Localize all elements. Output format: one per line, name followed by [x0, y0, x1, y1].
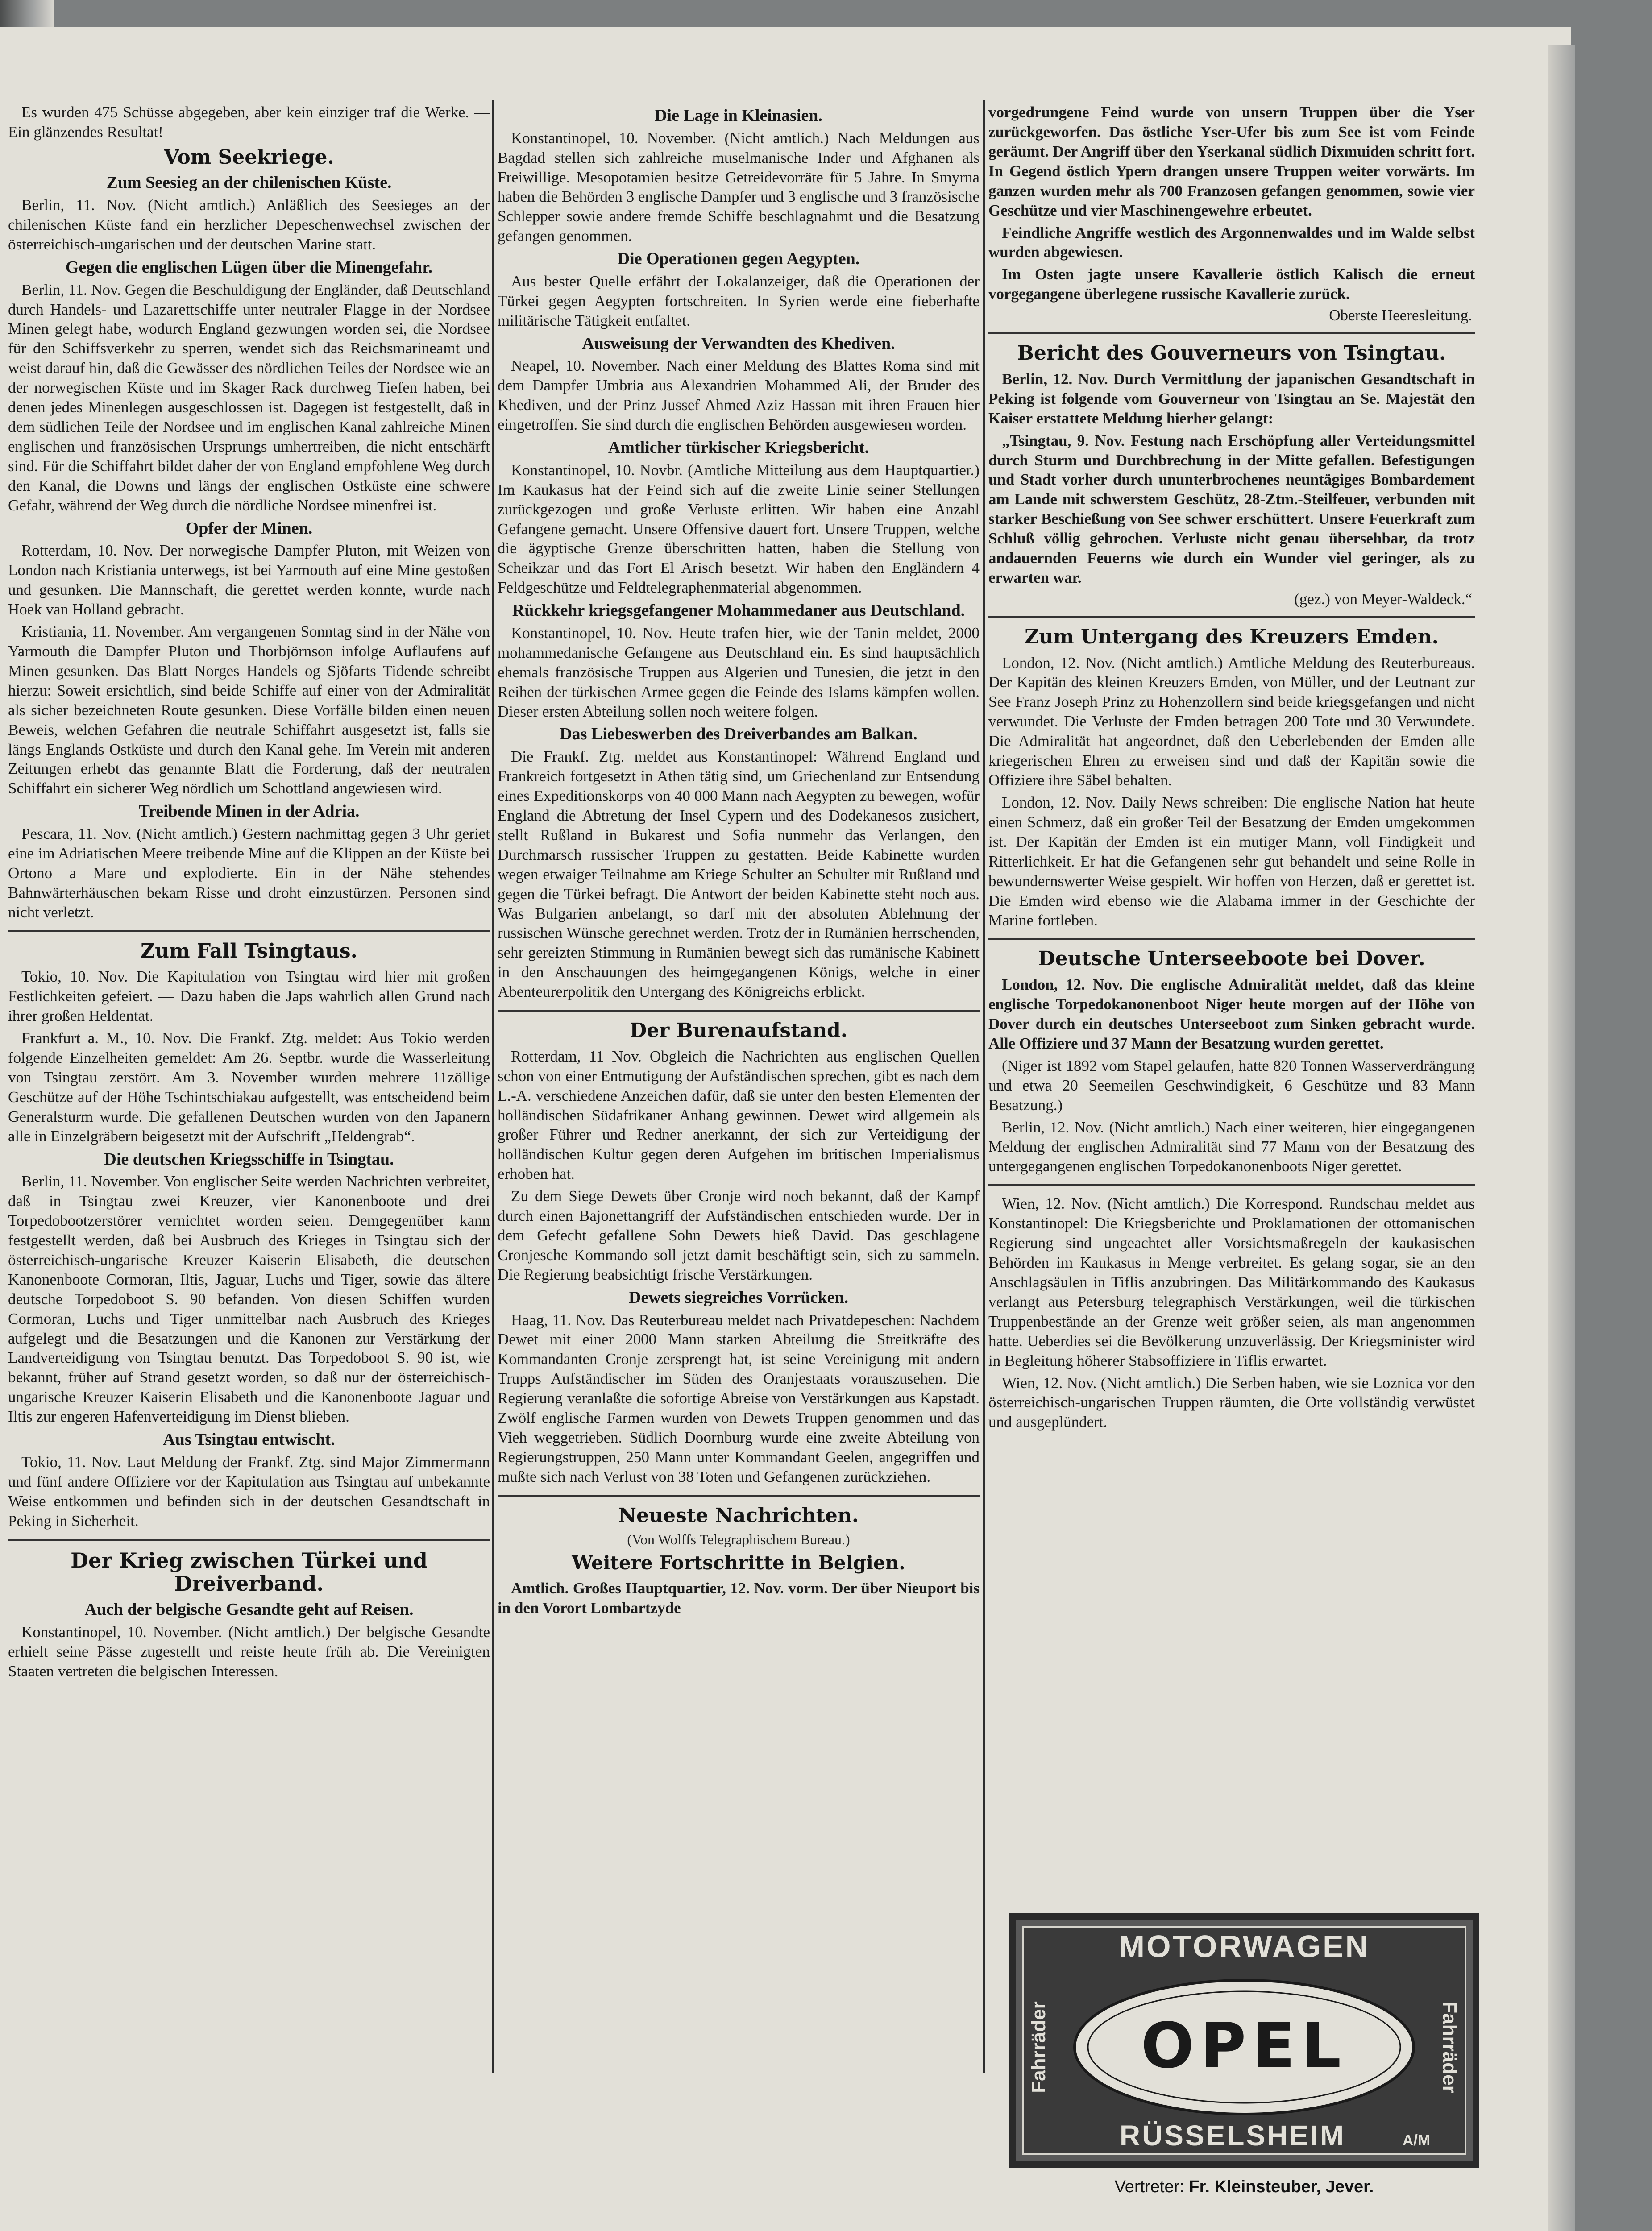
section-title-buren: Der Burenaufstand.	[629, 1019, 848, 1042]
article-text: London, 12. Nov. (Nicht amtlich.) Amtliche Meldung des Reuterbureaus. Der Kapitän des kleinen Kreuzers Emden, von Müller, und der Leutnant zur See Franz Joseph Prinz zu Hohenzollern sind beide kriegsgefangen und nicht verwundet. Die Verluste der Emden betragen 200 Tote und 30 Verwundete. Die Admiralität hat angeordnet, daß den Ueberlebenden der Emden alle kriegerischen Ehren zu erweisen sind und daß der Kapitän sowie die Offiziere ihre Säbel behalten.	[988, 654, 1475, 789]
page-edge-shadow	[1548, 45, 1575, 2231]
article-text: Konstantinopel, 10. November. (Nicht amtlich.) Nach Meldungen aus Bagdad stellen sich zahlreiche muselmanische Inder und Afghanen als Freiwillige. Mesopotamien besitze Getreidevorräte für 5 Jahre. In Smyrna haben die Behörden 3 englische Dampfer und 3 englische und 3 französische Schlepper sowie andere fremde Schiffe beschlagnahmt und die Besatzung gefangen genommen.	[498, 129, 980, 245]
section-title-seekrieg: Vom Seekriege.	[164, 145, 334, 169]
column-2	[498, 103, 980, 1621]
ad-opel-brand: OPEL	[1141, 2010, 1348, 2082]
subhead-dewet: Dewets siegreiches Vorrücken.	[628, 1288, 849, 1307]
article-text: Rotterdam, 11 Nov. Obgleich die Nachrichten aus englischen Quellen schon von einer Entmutigung der Aufständischen sprechen, gibt es nach dem L.-A. verschiedene Anzeichen dafür, daß sie unter den besten Elementen der holländischen Südafrikaner Anhang gewinnen. Dewet wird allgemein als großer Führer und Redner anerkannt, der sich zur Verteidigung der holländischen Kultur gegen deren Aufgehen im britischen Imperialismus erhoben hat.	[498, 1047, 980, 1183]
subhead-khedive: Ausweisung der Verwandten des Khediven.	[582, 334, 895, 353]
column-3	[988, 103, 1475, 1905]
article-text: (Niger ist 1892 vom Stapel gelaufen, hatte 820 Tonnen Wasserverdrängung und etwa 20 Seemeilen Geschwindigkeit, 6 Geschütze und 83 Mann Besatzung.)	[988, 1057, 1475, 1114]
section-title-emden: Zum Untergang des Kreuzers Emden.	[1025, 625, 1439, 648]
column-rule-2	[983, 100, 985, 2073]
subhead-rueckkehr: Rückkehr kriegsgefangener Mohammedaner aus Deutschland.	[512, 601, 965, 620]
article-text: Berlin, 11. Nov. (Nicht amtlich.) Anläßlich des Seesieges an der chilenischen Küste fand ein herzlicher Depeschenwechsel zwischen der österreichisch-ungarischen und der deutschen Marine statt.	[8, 196, 490, 253]
subhead-adria: Treibende Minen in der Adria.	[138, 802, 360, 821]
ad-am-suffix: A/M	[1402, 2132, 1431, 2149]
opel-ad-artwork	[1009, 1913, 1479, 2168]
article-text: Zu dem Siege Dewets über Cronje wird noch bekannt, daß der Kampf durch einen Bajonettangriff der Aufständischen entschieden wurde. Der in dem Gefecht gefallene Sohn Dewets hieß David. Das geschlagene Cronjesche Kommando soll jetzt damit beschäftigt sein, sich zu sammeln. Die Regierung beabsichtigt frische Verstärkungen.	[498, 1187, 980, 1283]
article-text: Kristiania, 11. November. Am vergangenen Sonntag sind in der Nähe von Yarmouth die Dampfer Pluton und Thorbjörnson infolge Auflaufens auf Minen gesunken. Das Blatt Norges Handels og Sjöfarts Tidende schreibt hierzu: Soweit ersichtlich, sind beide Schiffe auf einer von der Admiralität als sicher bezeichneten Route gesunken. Diese Vorfälle bilden einen neuen Beweis, welchen Gefahren die neutrale Schiffahrt ausgesetzt ist, falls sie längs Englands Ostküste und durch den Kanal gehe. Im Verein mit anderen Zeitungen erhebt das genannte Blatt die Forderung, daß der neutralen Schiffahrt ein sicherer Weg nördlich um Schottland angewiesen wird.	[8, 623, 490, 797]
subhead-belgischer-gesandter: Auch der belgische Gesandte geht auf Reisen.	[84, 1600, 414, 1619]
divider	[8, 930, 490, 932]
column-rule-1	[492, 100, 494, 2073]
article-text: Tokio, 11. Nov. Laut Meldung der Frankf. Ztg. sind Major Zimmermann und fünf andere Offiziere vor der Kapitulation aus Tsingtau auf unbekannte Weise entkommen und befinden sich in der deutschen Gesandtschaft in Peking in Sicherheit.	[8, 1453, 490, 1530]
subhead-kleinasien: Die Lage in Kleinasien.	[655, 106, 822, 125]
divider	[988, 938, 1475, 940]
article-text: „Tsingtau, 9. Nov. Festung nach Erschöpfung aller Verteidungsmittel durch Sturm und Durchbrechung in der Mitte gefallen. Befestigungen und Stadt vorher durch ununterbrochenes neuntägiges Bombardement am Lande mit schwerstem Geschütz, 28-Ztm.-Steilfeuer, verbunden mit starker Beschießung von See schwer erschüttert. Unsere Feuerkraft zum Schluß völlig gebrochen. Verluste nicht genau übersehbar, da trotz andauernden Feuerns wie durch ein Wunder viel geringer, als zu erwarten war.	[988, 431, 1475, 587]
article-text: Berlin, 12. Nov. (Nicht amtlich.) Nach einer weiteren, hier eingegangenen Meldung der englischen Admiralität sind 77 Mann von der Besatzung des untergegangenen englischen Torpedokanonenboots Niger gerettet.	[988, 1118, 1475, 1175]
article-text: Haag, 11. Nov. Das Reuterbureau meldet nach Privatdepeschen: Nachdem Dewet mit einer 2000 Mann starken Abteilung die Streitkräfte des Kommandanten Cronje zersprengt hat, ist seine Vereinigung mit andern Trupps Aufständischer im Süden des Oranjestaats vorauszusehen. Die Regierung veranlaßte die sofortige Abreise von Verstärkungen aus Kapstadt. Zwölf englische Farmen wurden von Dewets Truppen genommen und das Vieh weggetrieben. Südlich Doornburg wurde eine zweite Abteilung von Regierungstruppen, 250 Mann unter Kommandant Geelen, angegriffen und mußte sich nach Verlust von 38 Toten und Gefangenen zurückziehen.	[498, 1311, 980, 1485]
ad-ruesselsheim: RÜSSELSHEIM	[1119, 2119, 1346, 2152]
rep-name: Fr. Kleinsteuber, Jever.	[1189, 2177, 1374, 2196]
article-text: Amtlich. Großes Hauptquartier, 12. Nov. vorm. Der über Nieuport bis in den Vorort Lombartzyde	[498, 1579, 980, 1617]
article-text: Tokio, 10. Nov. Die Kapitulation von Tsingtau wird hier mit großen Festlichkeiten gefeiert. — Dazu haben die Japs wahrlich allen Grund nach ihrer großen Heldentat.	[8, 968, 490, 1025]
column-1	[8, 103, 490, 1684]
subhead-aegypten: Die Operationen gegen Aegypten.	[617, 249, 860, 269]
divider	[498, 1010, 980, 1012]
section-title-tsingtau: Zum Fall Tsingtaus.	[141, 939, 357, 962]
article-text: Berlin, 12. Nov. Durch Vermittlung der japanischen Gesandtschaft in Peking ist folgende vom Gouverneur von Tsingtau an Se. Majestät den Kaiser erstattete Meldung hierher gelangt:	[988, 370, 1475, 427]
section-title-neueste: Neueste Nachrichten.	[618, 1504, 859, 1527]
article-text: Wien, 12. Nov. (Nicht amtlich.) Die Serben haben, wie sie Loznica vor den österreichisch-ungarischen Truppen räumten, die Orte vollständig verwüstet und ausgeplündert.	[988, 1374, 1475, 1431]
signature-heeresleitung: Oberste Heeresleitung.	[1329, 307, 1472, 324]
subhead-kriegsbericht: Amtlicher türkischer Kriegsbericht.	[608, 438, 869, 457]
article-text: London, 12. Nov. Daily News schreiben: Die englische Nation hat heute einen Schmerz, daß ein großer Teil der Besatzung der Emden umgekommen ist. Der Kapitän der Emden ist ein mutiger Mann, voll Findigkeit und Ritterlichkeit. Er hat die Gefangenen sehr gut behandelt und seine Rolle in bewundernswerter Weise gespielt. Wir hoffen von Herzen, daß er gerettet ist. Die Emden wird ebenso wie die Alabama immer in der Geschichte der Marine fortleben.	[988, 794, 1475, 929]
article-text: Neapel, 10. November. Nach einer Meldung des Blattes Roma sind mit dem Dampfer Umbria aus Alexandrien Mohammed Ali, der Bruder des Khediven, und der Prinz Jussef Ahmed Aziz Hassan mit ihren Frauen hier eingetroffen. Sie sind durch die englischen Behörden ausgewiesen worden.	[498, 357, 980, 434]
article-text: Im Osten jagte unsere Kavallerie östlich Kalisch die erneut vorgegangene überlegene russische Kavallerie zurück.	[988, 265, 1475, 303]
subhead-balkan: Das Liebeswerben des Dreiverbandes am Balkan.	[560, 725, 917, 744]
divider	[988, 1184, 1475, 1186]
signature-meyer-waldeck: (gez.) von Meyer-Waldeck.“	[1294, 590, 1472, 608]
divider	[988, 616, 1475, 618]
article-text: Konstantinopel, 10. Novbr. (Amtliche Mitteilung aus dem Hauptquartier.) Im Kaukasus hat der Feind sich auf die zweite Linie seiner Stellungen zurückgezogen und große Verluste erlitten. Wir haben eine Anzahl Gefangene gemacht. Unsere Offensive dauert fort. Unsere Truppen, welche die ägyptische Grenze überschritten hatten, haben die Stellung von Scheikzar und das Fort El Arisch besetzt. Wir haben den Engländern 4 Feldgeschütze und Feldtelegraphenmaterial abgenommen.	[498, 461, 980, 597]
subhead-kriegsschiffe: Die deutschen Kriegsschiffe in Tsingtau.	[104, 1149, 394, 1169]
section-title-tuerkei: Der Krieg zwischen Türkei und Dreiverband.	[71, 1548, 428, 1596]
article-text: Feindliche Angriffe westlich des Argonnenwaldes und im Walde selbst wurden abgewiesen.	[988, 224, 1475, 261]
article-text: Aus bester Quelle erfährt der Lokalanzeiger, daß die Operationen der Türkei gegen Aegypten fortschreiten. In Syrien werde eine fieberhafte militärische Tätigkeit entfaltet.	[498, 272, 980, 329]
article-text: Konstantinopel, 10. Nov. Heute trafen hier, wie der Tanin meldet, 2000 mohammedanische Gefangene aus Deutschland ein. Es sind hauptsächlich ehemals französische Truppen aus Algerien und Tunesien, die jetzt in den Reihen der türkischen Armee gegen die Feinde des Islams kämpfen wollen. Dieser ersten Abteilung sollen noch weitere folgen.	[498, 624, 980, 720]
divider	[498, 1495, 980, 1497]
subhead-seesieg: Zum Seesieg an der chilenischen Küste.	[106, 173, 392, 192]
article-text: Frankfurt a. M., 10. Nov. Die Frankf. Ztg. meldet: Aus Tokio werden folgende Einzelheiten gemeldet: Am 26. Septbr. wurde die Wasserleitung von Tsingtau zerstört. Am 3. November wurden mehrere 11zöllige Geschütze auf der Höhe Tschintschiakau aufgestellt, was entscheidend beim Generalsturm wurde. Die gefallenen Deutschen wurden von den Japanern alle in Einzelgräbern beigesetzt mit der Aufschrift „Heldengrab“.	[8, 1029, 490, 1145]
article-text: Berlin, 11. November. Von englischer Seite werden Nachrichten verbreitet, daß in Tsingtau zwei Kreuzer, vier Kanonenboote und drei Torpedobootzerstörer vernichtet worden seien. Demgegenüber kann festgestellt werden, daß bei Ausbruch des Krieges in Tsingtau sich der österreichisch-ungarische Kreuzer Kaiserin Elisabeth, die deutschen Kanonenboote Cormoran, Iltis, Jaguar, Luchs und Tiger, sowie das ältere deutsche Torpedoboot S. 90 befanden. Von diesen Schiffen wurden Cormoran, Luchs und Tiger unmittelbar nach Ausbruch des Krieges aufgelegt und die Besatzungen und die Kanonen zur Verstärkung der Landverteidigung von Tsingtau benutzt. Das Torpedoboot S. 90 ist, wie bekannt, früher auf Strand gesetzt worden, so daß nur der österreichisch-ungarische Kreuzer Kaiserin Elisabeth und die Kanonenboote Jaguar und Iltis zur engeren Hafenverteidigung im Dienst blieben.	[8, 1173, 490, 1426]
subhead-belgien: Weitere Fortschritte in Belgien.	[572, 1552, 905, 1574]
article-text: Pescara, 11. Nov. (Nicht amtlich.) Gestern nachmittag gegen 3 Uhr geriet eine im Adriatischen Meere treibende Mine auf die Klippen an der Küste bei Ortono a Mare und explodierte. Ein in der Nähe stehendes Bahnwärterhäuschen bekam Risse und droht einzustürzen. Personen sind nicht verletzt.	[8, 825, 490, 921]
rep-label: Vertreter:	[1114, 2177, 1184, 2196]
ad-fahrraeder-left: Fahrräder	[1028, 2001, 1050, 2093]
subhead-opfer-minen: Opfer der Minen.	[185, 518, 313, 538]
article-text: Die Frankf. Ztg. meldet aus Konstantinopel: Während England und Frankreich fortgesetzt in Athen tätig sind, um Griechenland zur Entsendung eines Expeditionskorps von 40 000 Mann nach Aegypten zu bewegen, wofür England die Abtretung der Insel Cypern und des Dodekanesos zusichert, stellt Rußland in Bukarest und Sofia nunmehr das Verlangen, den Durchmarsch russischer Truppen zu gestatten. Beide Kabinette wurden wegen etwaiger Teilnahme am Kriege Schulter an Schulter mit Rußland und gegen die Türkei befragt. Die Antwort der beiden Kabinette steht noch aus. Was Bulgarien anbelangt, so darf mit der absoluten Ablehnung der russischen Wünsche gerechnet werden. Trotz der in Rumänien herrschenden, sehr gereizten Stimmung in Rumänien bewegt sich das rumänische Kabinett in den Anschauungen des heimgegangenen Königs, welche in einer Abenteurerpolitik den Untergang des Königreichs erblickt.	[498, 748, 980, 1001]
article-text: Berlin, 11. Nov. Gegen die Beschuldigung der Engländer, daß Deutschland durch Handels- und Lazarettschiffe unter neutraler Flagge in der Nordsee Minen gelegt habe, wodurch England gezwungen worden sei, die Nordsee für den Schiffsverkehr zu sperren, wendet sich das Reichsmarineamt und weist darauf hin, daß die Gewässer des nördlichen Teiles der Nordsee wie an der norwegischen Küste und im Skager Rack durchweg Tiefen haben, bei denen jedes Minenlegen ausgeschlossen ist. Dagegen ist festgestellt, daß in dem südlichen Teile der Nordsee und im englischen Kanal zahlreiche Minen englischen und französischen Ursprungs umhertreiben, die nicht entschärft sind. Für die Schiffahrt bildet daher der von England empfohlene Weg durch den Kanal, die Downs und längs der englischen Ostküste eine schwere Gefahr, während der Weg durch die nördliche Nordsee minenfrei ist.	[8, 281, 490, 514]
article-text: London, 12. Nov. Die englische Admiralität meldet, daß das kleine englische Torpedokanonenboot Niger heute morgen auf der Höhe von Dover durch ein deutsches Unterseeboot zum Sinken gebracht wurde. Alle Offiziere und 37 Mann der Besatzung wurden gerettet.	[988, 976, 1475, 1052]
section-title-gouverneur: Bericht des Gouverneurs von Tsingtau.	[1017, 342, 1446, 365]
ad-fahrraeder-right: Fahrräder	[1439, 2001, 1461, 2093]
ad-motorwagen: MOTORWAGEN	[1118, 1929, 1370, 1964]
divider	[988, 332, 1475, 334]
opel-advertisement	[1009, 1913, 1479, 2168]
section-title-dover: Deutsche Unterseeboote bei Dover.	[1038, 947, 1425, 970]
subhead-entwischt: Aus Tsingtau entwischt.	[163, 1430, 335, 1449]
subhead-minengefahr: Gegen die englischen Lügen über die Minengefahr.	[65, 257, 433, 277]
divider	[8, 1539, 490, 1541]
article-text: Rotterdam, 10. Nov. Der norwegische Dampfer Pluton, mit Weizen von London nach Kristiania unterwegs, ist bei Yarmouth auf eine Mine gestoßen und gesunken. Die Mannschaft, die gerettet werden konnte, wurde nach Hoek van Holland gebracht.	[8, 542, 490, 618]
article-text: Konstantinopel, 10. November. (Nicht amtlich.) Der belgische Gesandte erhielt seine Pässe zugestellt und reiste heute früh ab. Die Vereinigten Staaten vertreten die belgischen Interessen.	[8, 1623, 490, 1680]
neueste-source: (Von Wolffs Telegraphischem Bureau.)	[627, 1531, 850, 1548]
article-text: Wien, 12. Nov. (Nicht amtlich.) Die Korrespond. Rundschau meldet aus Konstantinopel: Die Kriegsberichte und Proklamationen der ottomanischen Regierung sind ungeachtet aller Vorsichtsmaßregeln der kaukasischen Behörden im Kaukasus in Menge verbreitet. Es gelang sogar, sie an den Anschlagsäulen in Tiflis anzubringen. Das Militärkommando des Kaukasus verlangt aus Petersburg telegraphisch Verstärkungen, weil die türkischen Truppenbestände an der Grenze weit größer seien, als man angenommen hatte. Ueberdies sei die Bevölkerung unzuverlässig. Der Kriegsminister wird in Begleitung höherer Stabsoffiziere in Tiflis erwartet.	[988, 1195, 1475, 1369]
ad-representative	[1009, 2177, 1479, 2197]
article-text: vorgedrungene Feind wurde von unsern Truppen über die Yser zurückgeworfen. Das östliche Yser-Ufer bis zum See ist vom Feinde geräumt. Der Angriff über den Yserkanal südlich Dixmuiden schritt fort. In Gegend östlich Ypern drangen unsere Truppen weiter vorwärts. Im ganzen wurden mehr als 700 Franzosen gefangen genommen, sowie vier Geschütze und vier Maschinengewehre erbeutet.	[988, 104, 1475, 219]
intro-text: Es wurden 475 Schüsse abgegeben, aber kein einziger traf die Werke. — Ein glänzendes Resultat!	[8, 104, 490, 141]
